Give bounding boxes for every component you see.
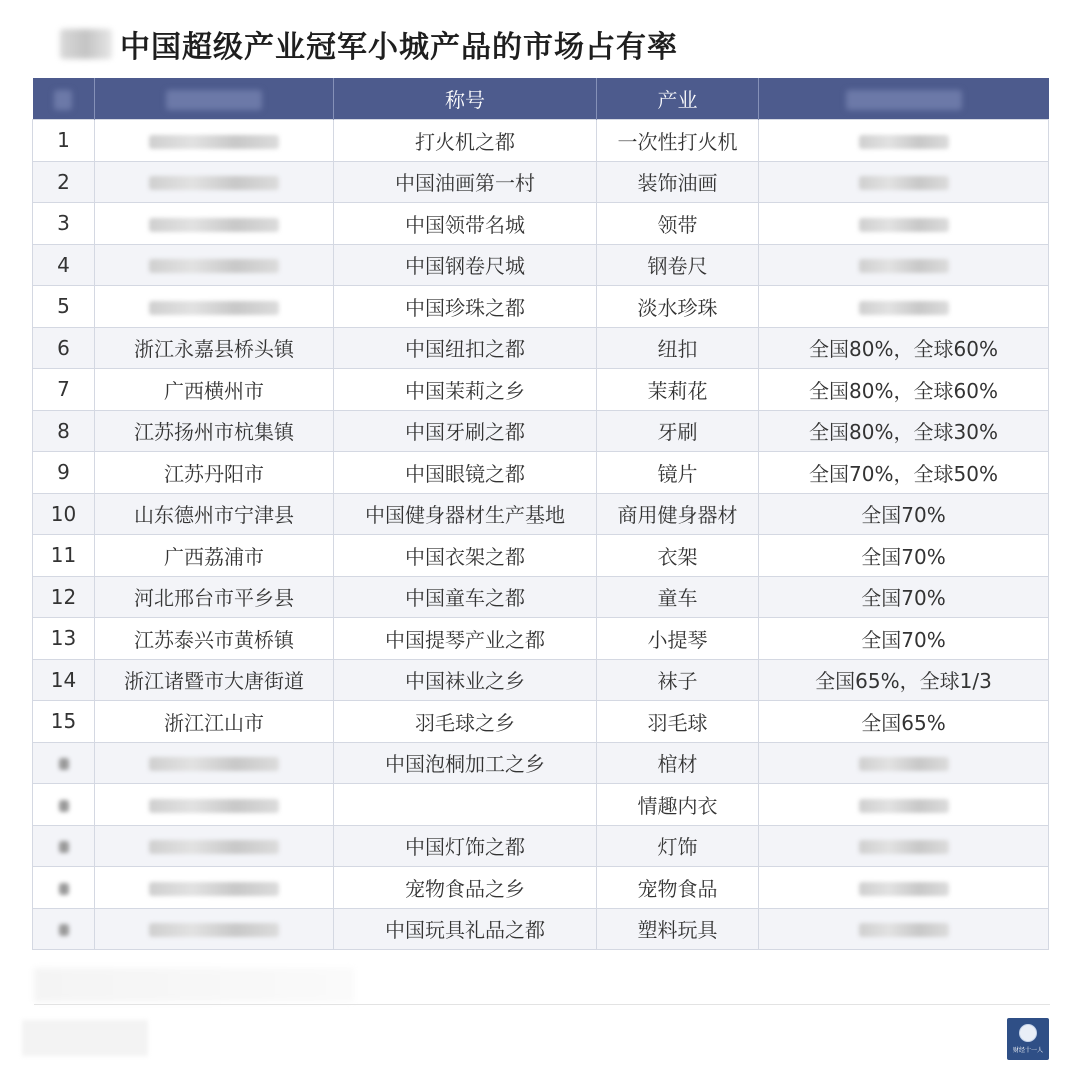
cell-title: 中国纽扣之都 [334,327,597,369]
page-title: 中国超级产业冠军小城产品的市场占有率 [120,30,678,65]
cell-title [334,784,597,826]
cell-idx: 13 [33,618,95,660]
cell-idx [33,742,95,784]
blurred-city [149,218,279,232]
blurred-share [859,135,949,149]
market-share-table [32,78,1049,950]
cell-idx: 3 [33,203,95,245]
cell-share: 全国70% [759,618,1049,660]
cell-share: 全国65%，全球1/3 [759,659,1049,701]
publisher-logo [1007,1018,1049,1060]
table-row [33,286,1049,328]
cell-city: 浙江永嘉县桥头镇 [95,327,334,369]
table-row [33,825,1049,867]
blurred-idx [59,924,69,936]
cell-city: 江苏扬州市杭集镇 [95,410,334,452]
cell-industry: 灯饰 [597,825,759,867]
cell-industry: 宠物食品 [597,867,759,909]
cell-city: 江苏泰兴市黄桥镇 [95,618,334,660]
blurred-idx [59,883,69,895]
cell-industry: 棺材 [597,742,759,784]
table-row [33,576,1049,618]
cell-city: 河北邢台市平乡县 [95,576,334,618]
table-row [33,867,1049,909]
cell-title: 中国牙刷之都 [334,410,597,452]
cell-title: 中国泡桐加工之乡 [334,742,597,784]
blurred-share [859,923,949,937]
table-row [33,742,1049,784]
cell-share: 全国65% [759,701,1049,743]
cell-idx [33,908,95,950]
cell-industry: 牙刷 [597,410,759,452]
cell-industry: 情趣内衣 [597,784,759,826]
table-row [33,659,1049,701]
logo-text: 财经十一人 [1012,1047,1043,1054]
header-index [33,78,95,120]
blurred-share [859,757,949,771]
cell-share [759,825,1049,867]
table-row [33,701,1049,743]
cell-title: 中国茉莉之乡 [334,369,597,411]
cell-share [759,742,1049,784]
header-city [95,78,334,120]
blurred-city [149,799,279,813]
cell-title: 中国提琴产业之都 [334,618,597,660]
cell-city [95,908,334,950]
header-title: 称号 [334,78,597,120]
cell-share [759,908,1049,950]
cell-idx: 6 [33,327,95,369]
table-row [33,535,1049,577]
blurred-footer-source [22,1020,148,1056]
cell-idx [33,825,95,867]
header-industry: 产业 [597,78,759,120]
blurred-city [149,923,279,937]
cell-industry: 领带 [597,203,759,245]
blurred-city [149,882,279,896]
cell-share: 全国70%，全球50% [759,452,1049,494]
table-row [33,452,1049,494]
cell-city [95,244,334,286]
cell-city [95,120,334,162]
cell-share: 全国70% [759,535,1049,577]
cell-share [759,120,1049,162]
cell-share [759,867,1049,909]
cell-title: 中国袜业之乡 [334,659,597,701]
blurred-city [149,757,279,771]
cell-industry: 童车 [597,576,759,618]
cell-industry: 一次性打火机 [597,120,759,162]
cell-title: 中国童车之都 [334,576,597,618]
cell-idx: 14 [33,659,95,701]
blurred-footer-note [34,968,354,1002]
table-row [33,120,1049,162]
blurred-share [859,799,949,813]
blurred-header-index [54,90,72,110]
cell-city [95,286,334,328]
title-area [60,22,678,66]
blurred-idx [59,758,69,770]
cell-share [759,784,1049,826]
cell-title: 打火机之都 [334,120,597,162]
cell-title: 中国玩具礼品之都 [334,908,597,950]
blurred-share [859,840,949,854]
cell-city [95,742,334,784]
blurred-city [149,840,279,854]
cell-city: 浙江江山市 [95,701,334,743]
cell-title: 中国衣架之都 [334,535,597,577]
cell-industry: 钢卷尺 [597,244,759,286]
cell-industry: 袜子 [597,659,759,701]
table-row [33,410,1049,452]
cell-industry: 商用健身器材 [597,493,759,535]
cell-idx: 2 [33,161,95,203]
table-row [33,244,1049,286]
globe-icon [1019,1024,1037,1042]
cell-idx: 11 [33,535,95,577]
cell-industry: 羽毛球 [597,701,759,743]
table-row [33,369,1049,411]
cell-city: 广西横州市 [95,369,334,411]
cell-city [95,784,334,826]
cell-idx: 1 [33,120,95,162]
table-row [33,203,1049,245]
cell-industry: 小提琴 [597,618,759,660]
cell-industry: 衣架 [597,535,759,577]
blurred-share [859,259,949,273]
cell-idx: 7 [33,369,95,411]
cell-idx: 4 [33,244,95,286]
cell-city: 浙江诸暨市大唐街道 [95,659,334,701]
table-row [33,618,1049,660]
cell-industry: 镜片 [597,452,759,494]
cell-city [95,825,334,867]
cell-share [759,286,1049,328]
cell-industry: 纽扣 [597,327,759,369]
blurred-city [149,259,279,273]
cell-idx [33,867,95,909]
table-row [33,784,1049,826]
cell-share: 全国80%，全球60% [759,327,1049,369]
table-body [33,120,1049,950]
cell-share: 全国70% [759,493,1049,535]
cell-title: 中国灯饰之都 [334,825,597,867]
cell-title: 中国领带名城 [334,203,597,245]
cell-industry: 装饰油画 [597,161,759,203]
cell-city: 广西荔浦市 [95,535,334,577]
cell-share [759,244,1049,286]
cell-idx: 9 [33,452,95,494]
footer-divider [34,1004,1050,1005]
cell-city [95,867,334,909]
cell-title: 中国珍珠之都 [334,286,597,328]
cell-share: 全国80%，全球60% [759,369,1049,411]
cell-idx: 12 [33,576,95,618]
blurred-share [859,882,949,896]
cell-title: 羽毛球之乡 [334,701,597,743]
cell-industry: 塑料玩具 [597,908,759,950]
cell-city [95,203,334,245]
cell-city [95,161,334,203]
blurred-header-share [846,90,962,110]
blurred-city [149,301,279,315]
cell-idx: 15 [33,701,95,743]
blurred-header-city [166,90,261,110]
cell-share: 全国70% [759,576,1049,618]
cell-idx: 10 [33,493,95,535]
cell-title: 宠物食品之乡 [334,867,597,909]
table-row [33,327,1049,369]
cell-title: 中国油画第一村 [334,161,597,203]
cell-idx: 5 [33,286,95,328]
cell-city: 江苏丹阳市 [95,452,334,494]
cell-share: 全国80%，全球30% [759,410,1049,452]
table-row [33,161,1049,203]
blurred-share [859,301,949,315]
blurred-city [149,135,279,149]
blurred-share [859,176,949,190]
blurred-idx [59,841,69,853]
blurred-idx [59,800,69,812]
table-row [33,908,1049,950]
cell-title: 中国钢卷尺城 [334,244,597,286]
cell-share [759,203,1049,245]
blurred-city [149,176,279,190]
cell-industry: 淡水珍珠 [597,286,759,328]
blurred-title-prefix [60,29,112,59]
cell-title: 中国眼镜之都 [334,452,597,494]
cell-title: 中国健身器材生产基地 [334,493,597,535]
cell-share [759,161,1049,203]
cell-idx: 8 [33,410,95,452]
table-row [33,493,1049,535]
cell-industry: 茉莉花 [597,369,759,411]
table-header-row [33,78,1049,120]
cell-idx [33,784,95,826]
header-share [759,78,1049,120]
blurred-share [859,218,949,232]
cell-city: 山东德州市宁津县 [95,493,334,535]
